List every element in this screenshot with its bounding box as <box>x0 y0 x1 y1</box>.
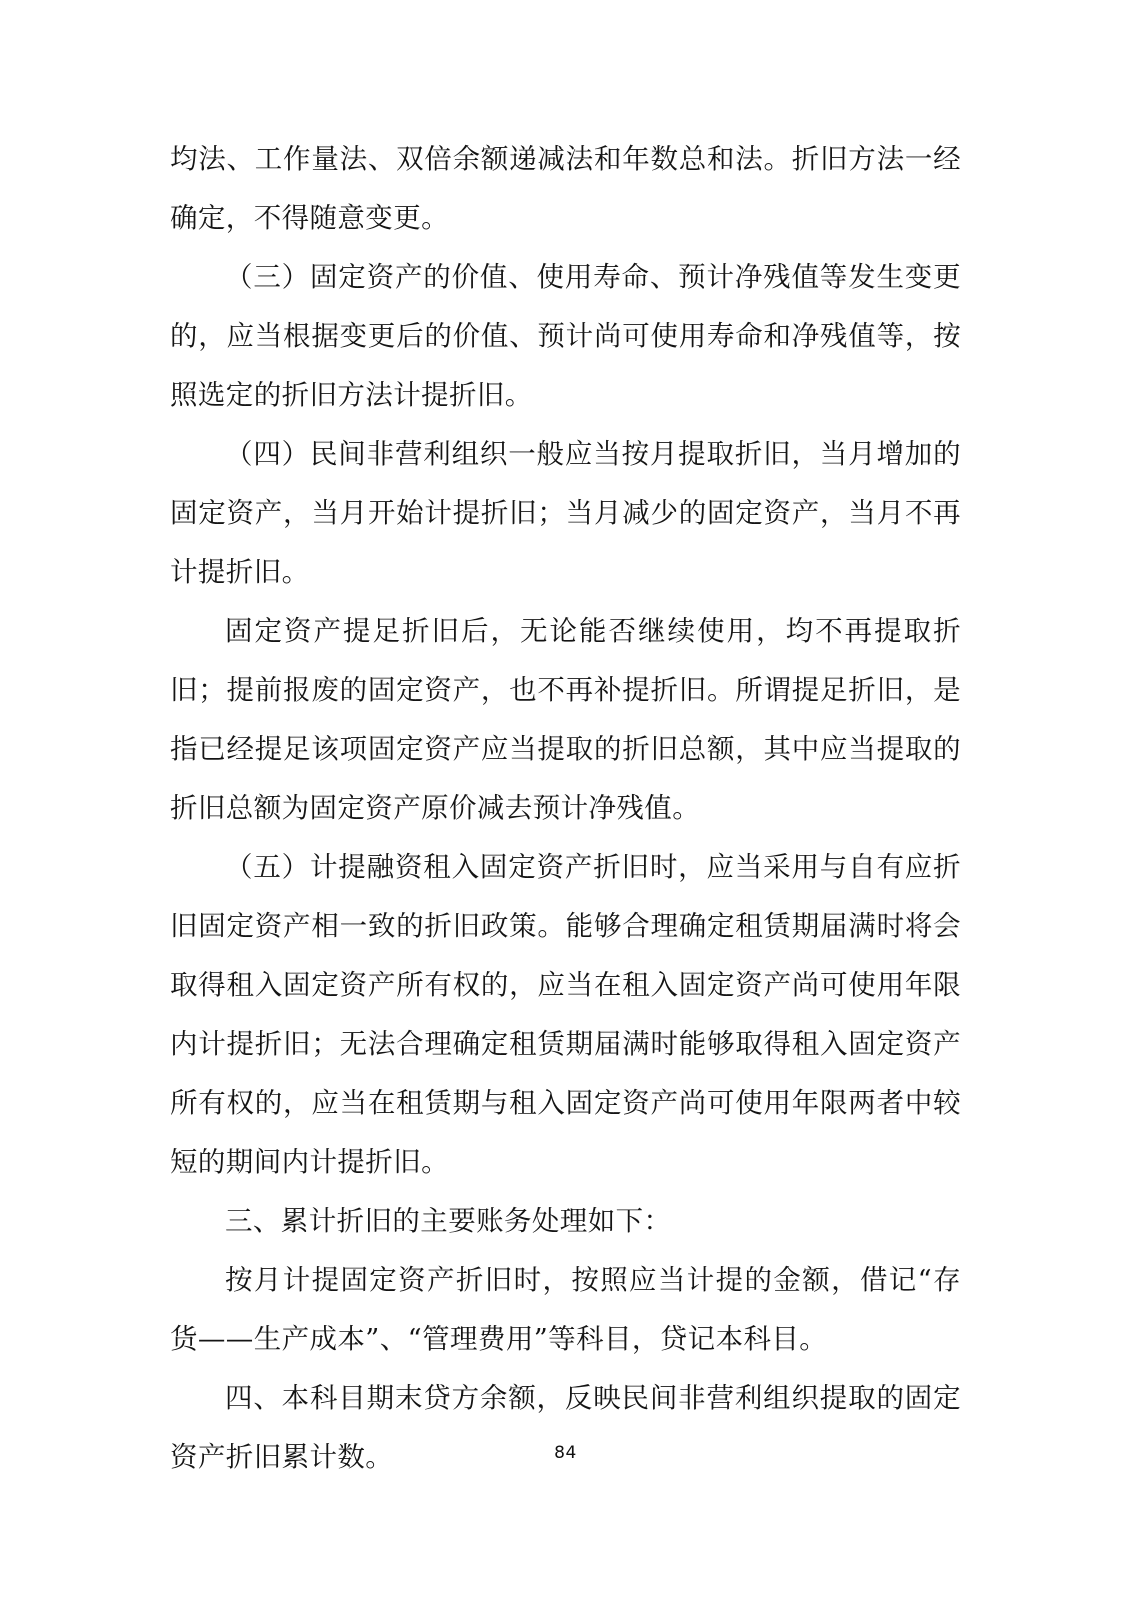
paragraph: （五）计提融资租入固定资产折旧时，应当采用与自有应折旧固定资产相一致的折旧政策。能够合理确定租赁期届满时将会取得租入固定资产所有权的，应当在租入固定资产尚可使用年限内计提折旧；无法合理确定租赁期届满时能够取得租入固定资产所有权的，应当在租赁期与租入固定资产尚可使用年限两者中较短的期间内计提折旧。 <box>170 851 961 1178</box>
paragraph: （三）固定资产的价值、使用寿命、预计净残值等发生变更的，应当根据变更后的价值、预计尚可使用寿命和净残值等，按照选定的折旧方法计提折旧。 <box>170 261 961 411</box>
paragraph: 按月计提固定资产折旧时，按照应当计提的金额，借记“存货——生产成本”、“管理费用”等科目，贷记本科目。 <box>170 1264 961 1355</box>
paragraph: 均法、工作量法、双倍余额递减法和年数总和法。折旧方法一经确定，不得随意变更。 <box>170 143 961 234</box>
paragraph: （四）民间非营利组织一般应当按月提取折旧，当月增加的固定资产，当月开始计提折旧；当月减少的固定资产，当月不再计提折旧。 <box>170 438 961 588</box>
paragraph: 三、累计折旧的主要账务处理如下： <box>225 1205 672 1237</box>
document-body <box>170 130 961 1487</box>
paragraph: 四、本科目期末贷方余额，反映民间非营利组织提取的固定资产折旧累计数。 <box>170 1382 961 1473</box>
paragraph: 固定资产提足折旧后，无论能否继续使用，均不再提取折旧；提前报废的固定资产，也不再补提折旧。所谓提足折旧，是指已经提足该项固定资产应当提取的折旧总额，其中应当提取的折旧总额为固定资产原价减去预计净残值。 <box>170 615 961 824</box>
page-number: 84 <box>554 1443 577 1463</box>
